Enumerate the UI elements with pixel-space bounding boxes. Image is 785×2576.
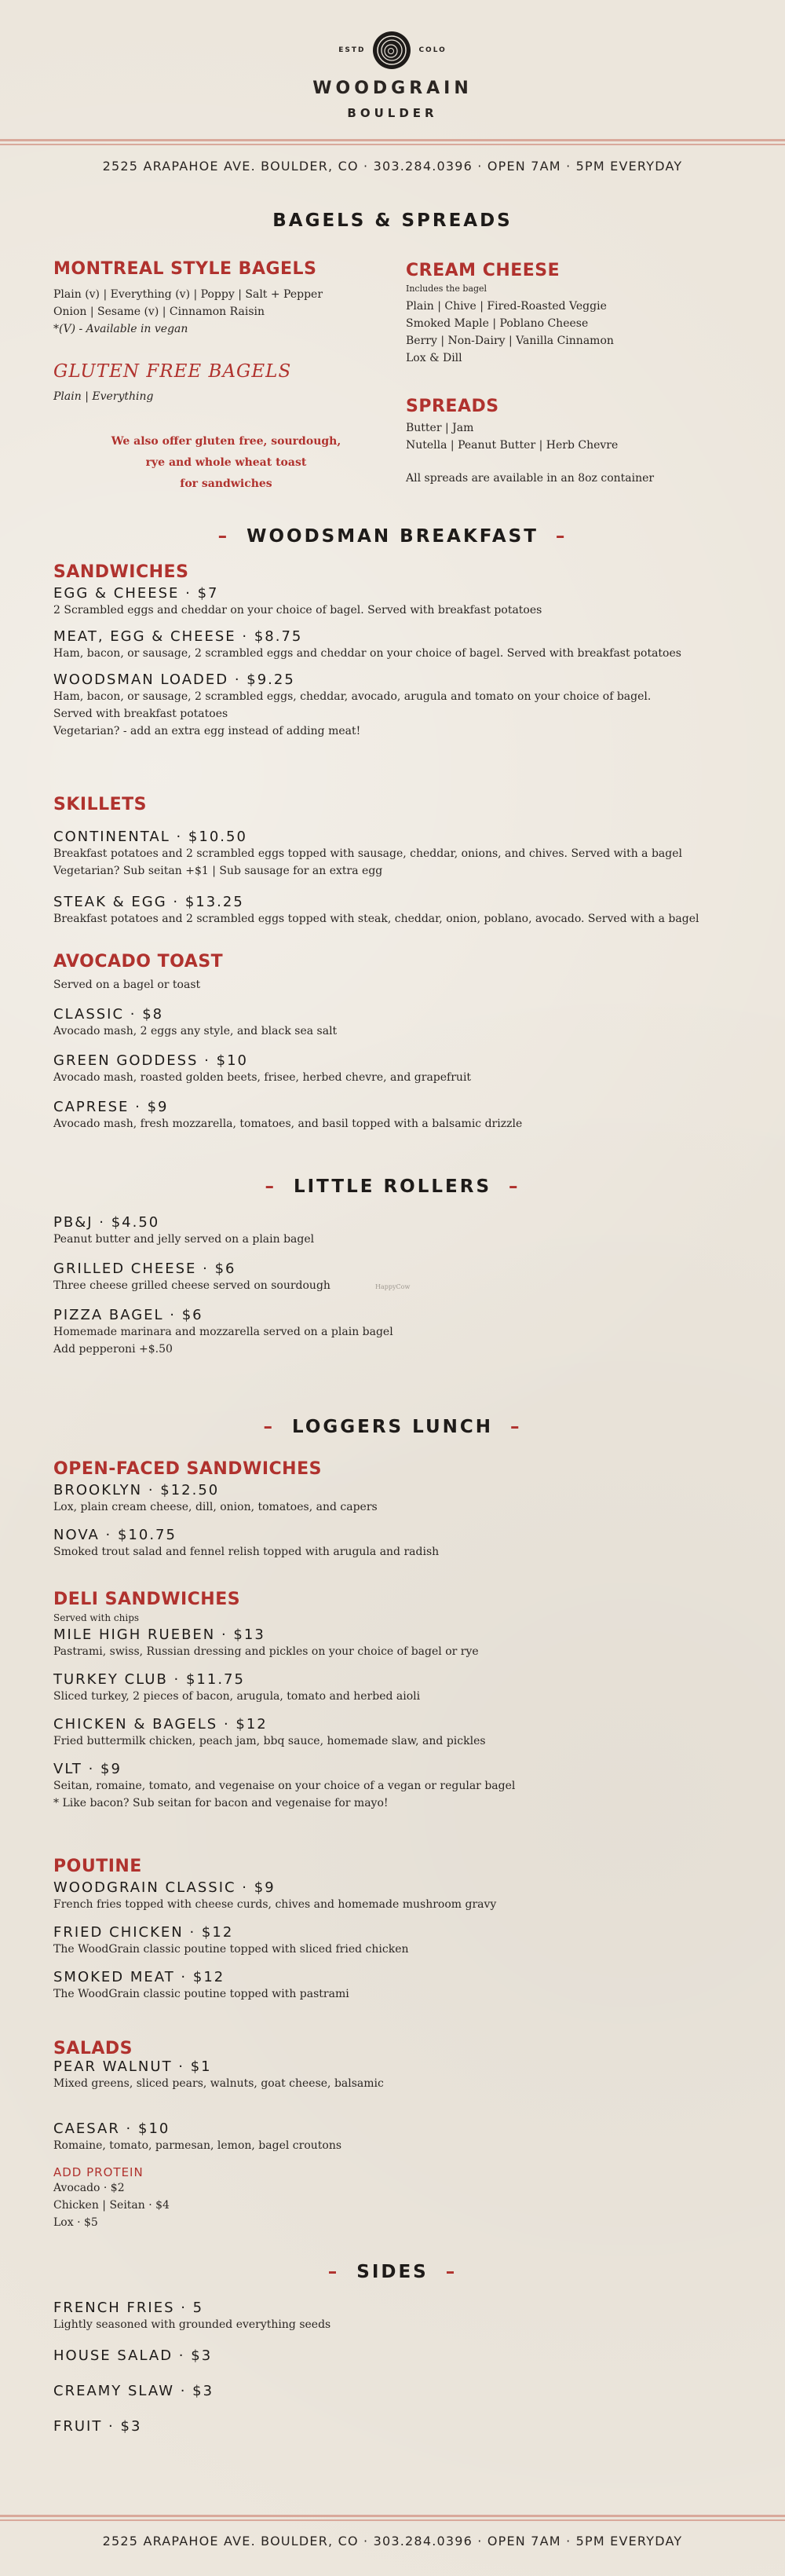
poutine xyxy=(53,1857,760,2003)
title-dash: – xyxy=(217,526,247,547)
protein-line: Chicken | Seitan · $4 xyxy=(53,2199,170,2212)
breakfast-sandwiches xyxy=(53,562,760,740)
item-desc: Fried buttermilk chicken, peach jam, bbq sauce, homemade slaw, and pickles xyxy=(53,1735,486,1747)
footer-divider-thin xyxy=(0,2519,785,2521)
item-name: FRUIT · $3 xyxy=(53,2418,142,2435)
add-protein xyxy=(53,2165,760,2231)
item-desc: Mixed greens, sliced pears, walnuts, goat cheese, balsamic xyxy=(53,2077,384,2090)
menu-item xyxy=(53,1671,760,1705)
toast-note-line: for sandwiches xyxy=(180,478,272,490)
item-name: TURKEY CLUB · $11.75 xyxy=(53,1671,245,1688)
logo-colo: COLO xyxy=(418,46,447,54)
cream-cheese-title: CREAM CHEESE xyxy=(406,261,560,280)
item-desc: Vegetarian? - add an extra egg instead of adding meat! xyxy=(53,725,361,737)
title-dash: – xyxy=(493,1417,522,1437)
gluten-free-bagels xyxy=(53,361,399,405)
item-desc: Pastrami, swiss, Russian dressing and pickles on your choice of bagel or rye xyxy=(53,1645,479,1658)
title-dash: – xyxy=(327,2262,357,2282)
menu-item xyxy=(53,1307,760,1358)
section-title-text: LOGGERS LUNCH xyxy=(291,1417,494,1437)
menu-item xyxy=(53,1527,760,1561)
toast-note-line: We also offer gluten free, sourdough, xyxy=(111,435,341,448)
item-desc: Breakfast potatoes and 2 scrambled eggs topped with steak, cheddar, onion, poblano, avocado. Served with a bagel xyxy=(53,913,699,925)
protein-line: Lox · $5 xyxy=(53,2216,98,2229)
item-desc: Served with breakfast potatoes xyxy=(53,708,228,720)
deli-sub: Served with chips xyxy=(53,1612,140,1623)
section-title-little-rollers xyxy=(0,1176,785,1197)
item-desc: Homemade marinara and mozzarella served on a plain bagel xyxy=(53,1326,393,1338)
menu-item xyxy=(53,2300,760,2333)
protein-title: ADD PROTEIN xyxy=(53,2165,144,2179)
menu-item xyxy=(53,1716,760,1750)
cream-cheese-line: Plain | Chive | Fired-Roasted Veggie xyxy=(406,300,607,313)
spreads-line: Nutella | Peanut Butter | Herb Chevre xyxy=(406,439,619,452)
menu-item xyxy=(53,585,760,619)
salads-title: SALADS xyxy=(53,2039,133,2058)
item-name: CAESAR · $10 xyxy=(53,2120,170,2137)
item-name: VLT · $9 xyxy=(53,1761,122,1777)
item-name: WOODSMAN LOADED · $9.25 xyxy=(53,671,295,688)
item-name: FRENCH FRIES · 5 xyxy=(53,2300,204,2316)
spreads-line: Butter | Jam xyxy=(406,422,474,434)
item-desc: Romaine, tomato, parmesan, lemon, bagel croutons xyxy=(53,2139,342,2152)
item-desc: Ham, bacon, or sausage, 2 scrambled eggs and cheddar on your choice of bagel. Served with breakfast potatoes xyxy=(53,647,681,660)
montreal-bagels xyxy=(53,259,399,338)
montreal-title: MONTREAL STYLE BAGELS xyxy=(53,259,317,279)
item-desc: * Like bacon? Sub seitan for bacon and vegenaise for mayo! xyxy=(53,1797,389,1809)
brand-name: WOODGRAIN xyxy=(312,79,473,98)
section-title-text: WOODSMAN BREAKFAST xyxy=(246,526,539,547)
title-dash: – xyxy=(263,1417,292,1437)
header-divider-thin xyxy=(0,144,785,145)
gluten-free-line: Plain | Everything xyxy=(53,390,154,403)
sides xyxy=(53,2300,760,2435)
item-desc: Avocado mash, roasted golden beets, frisee, herbed chevre, and grapefruit xyxy=(53,1071,472,1084)
menu-item xyxy=(53,1482,760,1516)
salads xyxy=(53,2039,760,2231)
item-desc: Lox, plain cream cheese, dill, onion, tomatoes, and capers xyxy=(53,1501,378,1513)
item-name: PEAR WALNUT · $1 xyxy=(53,2058,212,2075)
cream-cheese-line: Berry | Non-Dairy | Vanilla Cinnamon xyxy=(406,335,614,347)
deli-title: DELI SANDWICHES xyxy=(53,1590,241,1609)
item-name: EGG & CHEESE · $7 xyxy=(53,585,219,602)
gluten-free-title: GLUTEN FREE BAGELS xyxy=(53,361,292,382)
header xyxy=(0,28,785,120)
item-name: CAPRESE · $9 xyxy=(53,1099,169,1115)
menu-item xyxy=(53,2347,760,2364)
section-title-bagels: BAGELS & SPREADS xyxy=(272,210,513,231)
item-name: MILE HIGH RUEBEN · $13 xyxy=(53,1626,265,1643)
item-desc: Lightly seasoned with grounded everything seeds xyxy=(53,2318,331,2331)
menu-item xyxy=(53,1052,760,1086)
avocado-toast xyxy=(53,952,760,1132)
header-address: 2525 ARAPAHOE AVE. BOULDER, CO · 303.284.0396 · OPEN 7AM · 5PM EVERYDAY xyxy=(102,159,683,174)
section-title-breakfast xyxy=(0,526,785,547)
menu-item xyxy=(53,829,760,880)
cream-cheese-sub: Includes the bagel xyxy=(406,284,487,294)
item-name: STEAK & EGG · $13.25 xyxy=(53,894,244,910)
item-name: FRIED CHICKEN · $12 xyxy=(53,1924,234,1941)
item-desc: Avocado mash, 2 eggs any style, and black sea salt xyxy=(53,1025,338,1037)
item-name: CONTINENTAL · $10.50 xyxy=(53,829,247,845)
protein-line: Avocado · $2 xyxy=(53,2182,125,2194)
menu-item xyxy=(53,628,760,662)
item-desc: Sliced turkey, 2 pieces of bacon, arugula, tomato and herbed aioli xyxy=(53,1690,421,1703)
brand-location: BOULDER xyxy=(347,106,438,120)
item-name: PIZZA BAGEL · $6 xyxy=(53,1307,203,1323)
avocado-title: AVOCADO TOAST xyxy=(53,952,224,971)
open-faced-sandwiches xyxy=(53,1459,760,1561)
item-name: CHICKEN & BAGELS · $12 xyxy=(53,1716,268,1733)
item-name: CREAMY SLAW · $3 xyxy=(53,2383,214,2399)
title-dash: – xyxy=(491,1176,520,1197)
item-desc: Three cheese grilled cheese served on sourdough xyxy=(53,1279,330,1292)
item-desc: Add pepperoni +$.50 xyxy=(53,1343,173,1356)
avocado-sub: Served on a bagel or toast xyxy=(53,979,201,991)
toast-note-line: rye and whole wheat toast xyxy=(145,456,307,469)
montreal-line: Onion | Sesame (v) | Cinnamon Raisin xyxy=(53,306,265,318)
header-divider xyxy=(0,139,785,141)
spreads-note: All spreads are available in an 8oz container xyxy=(406,472,655,485)
footer-address: 2525 ARAPAHOE AVE. BOULDER, CO · 303.284.0396 · OPEN 7AM · 5PM EVERYDAY xyxy=(102,2534,683,2549)
item-name: NOVA · $10.75 xyxy=(53,1527,177,1543)
item-name: BROOKLYN · $12.50 xyxy=(53,1482,220,1498)
tree-rings-logo-icon xyxy=(373,31,411,69)
cream-cheese-line: Lox & Dill xyxy=(406,352,462,364)
item-desc: Seitan, romaine, tomato, and vegenaise on your choice of a vegan or regular bagel xyxy=(53,1780,516,1792)
item-desc: Smoked trout salad and fennel relish topped with arugula and radish xyxy=(53,1546,440,1558)
logo-estd: ESTD xyxy=(338,46,366,54)
item-desc: 2 Scrambled eggs and cheddar on your choice of bagel. Served with breakfast potatoes xyxy=(53,604,542,617)
skillets xyxy=(53,795,760,928)
item-name: CLASSIC · $8 xyxy=(53,1006,164,1023)
menu-item xyxy=(53,1969,760,2003)
section-title-sides xyxy=(0,2262,785,2282)
spreads-title: SPREADS xyxy=(406,397,499,416)
item-name: GREEN GODDESS · $10 xyxy=(53,1052,248,1069)
logo xyxy=(0,28,785,72)
title-dash: – xyxy=(265,1176,294,1197)
item-desc: Peanut butter and jelly served on a plain bagel xyxy=(53,1233,315,1246)
item-desc: The WoodGrain classic poutine topped with pastrami xyxy=(53,1988,349,2000)
item-name: HOUSE SALAD · $3 xyxy=(53,2347,213,2364)
item-name: MEAT, EGG & CHEESE · $8.75 xyxy=(53,628,303,645)
menu-item xyxy=(53,2418,760,2435)
menu-item xyxy=(53,1761,760,1812)
open-faced-title: OPEN-FACED SANDWICHES xyxy=(53,1459,322,1479)
footer-divider xyxy=(0,2515,785,2517)
menu-item xyxy=(53,2383,760,2399)
cream-cheese-line: Smoked Maple | Poblano Cheese xyxy=(406,317,589,330)
poutine-title: POUTINE xyxy=(53,1857,142,1876)
skillets-title: SKILLETS xyxy=(53,795,147,814)
section-title-text: LITTLE ROLLERS xyxy=(293,1176,492,1197)
menu-item xyxy=(53,1879,760,1913)
menu-item xyxy=(53,1006,760,1040)
menu-item xyxy=(53,1924,760,1958)
item-name: GRILLED CHEESE · $6 xyxy=(53,1261,236,1277)
deli-sandwiches xyxy=(53,1590,760,1812)
sandwiches-title: SANDWICHES xyxy=(53,562,189,582)
item-desc: Vegetarian? Sub seitan +$1 | Sub sausage for an extra egg xyxy=(53,865,383,877)
item-desc: The WoodGrain classic poutine topped with sliced fried chicken xyxy=(53,1943,409,1956)
section-title-text: SIDES xyxy=(356,2262,429,2282)
item-desc: Avocado mash, fresh mozzarella, tomatoes, and basil topped with a balsamic drizzle xyxy=(53,1118,523,1130)
title-dash: – xyxy=(428,2262,458,2282)
item-desc: French fries topped with cheese curds, chives and homemade mushroom gravy xyxy=(53,1898,497,1911)
toast-note xyxy=(53,431,399,495)
title-dash: – xyxy=(538,526,568,547)
watermark: HappyCow xyxy=(375,1283,411,1290)
menu-item xyxy=(53,2058,760,2092)
menu-item xyxy=(53,1214,760,1248)
cream-cheese xyxy=(406,261,736,367)
item-name: SMOKED MEAT · $12 xyxy=(53,1969,225,1985)
spreads xyxy=(406,397,736,487)
menu-item xyxy=(53,1099,760,1132)
item-name: PB&J · $4.50 xyxy=(53,1214,160,1231)
menu-item xyxy=(53,671,760,740)
menu-item xyxy=(53,2120,760,2154)
item-desc: Breakfast potatoes and 2 scrambled eggs topped with sausage, cheddar, onions, and chives. Served with a bagel xyxy=(53,847,683,860)
section-title-loggers-lunch xyxy=(0,1417,785,1437)
montreal-line: Plain (v) | Everything (v) | Poppy | Salt + Pepper xyxy=(53,288,323,301)
item-desc: Ham, bacon, or sausage, 2 scrambled eggs, cheddar, avocado, arugula and tomato on your choice of bagel. xyxy=(53,690,652,703)
menu-item xyxy=(53,894,760,928)
item-name: WOODGRAIN CLASSIC · $9 xyxy=(53,1879,276,1896)
menu-item xyxy=(53,1626,760,1660)
montreal-vegan-note: *(V) - Available in vegan xyxy=(53,323,188,335)
